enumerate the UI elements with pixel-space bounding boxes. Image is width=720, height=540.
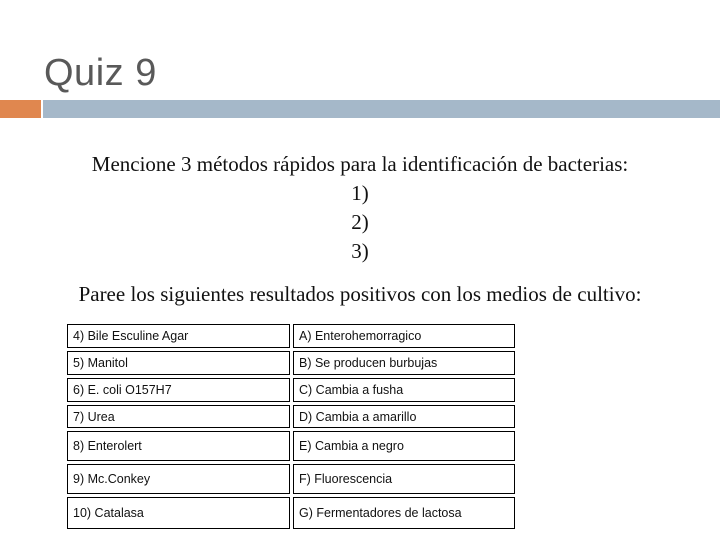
result-cell: F) Fluorescencia — [293, 464, 515, 494]
table-row — [67, 497, 515, 529]
result-cell: E) Cambia a negro — [293, 431, 515, 461]
matching-instruction: Paree los siguientes resultados positivos con los medios de cultivo: — [78, 282, 642, 306]
result-cell: C) Cambia a fusha — [293, 378, 515, 402]
table-row — [67, 378, 515, 402]
question-block — [0, 150, 720, 266]
result-cell: D) Cambia a amarillo — [293, 405, 515, 428]
culture-medium-cell: 10) Catalasa — [67, 497, 290, 529]
answer-blank-3: 3) — [351, 239, 369, 263]
title-accent-bar-blue — [43, 100, 720, 118]
table-row — [67, 351, 515, 375]
table-row — [67, 405, 515, 428]
answer-blank-1: 1) — [351, 181, 369, 205]
result-cell: B) Se producen burbujas — [293, 351, 515, 375]
culture-medium-cell: 5) Manitol — [67, 351, 290, 375]
title-accent-bar-orange — [0, 100, 41, 118]
result-cell: A) Enterohemorragico — [293, 324, 515, 348]
culture-medium-cell: 4) Bile Esculine Agar — [67, 324, 290, 348]
culture-medium-cell: 6) E. coli O157H7 — [67, 378, 290, 402]
culture-medium-cell: 9) Mc.Conkey — [67, 464, 290, 494]
table-row — [67, 324, 515, 348]
matching-table — [64, 321, 518, 532]
question-text: Mencione 3 métodos rápidos para la identificación de bacterias: — [91, 152, 629, 176]
culture-medium-cell: 8) Enterolert — [67, 431, 290, 461]
slide-title: Quiz 9 — [44, 52, 157, 94]
culture-medium-cell: 7) Urea — [67, 405, 290, 428]
result-cell: G) Fermentadores de lactosa — [293, 497, 515, 529]
answer-blank-2: 2) — [351, 210, 369, 234]
table-row — [67, 464, 515, 494]
table-row — [67, 431, 515, 461]
